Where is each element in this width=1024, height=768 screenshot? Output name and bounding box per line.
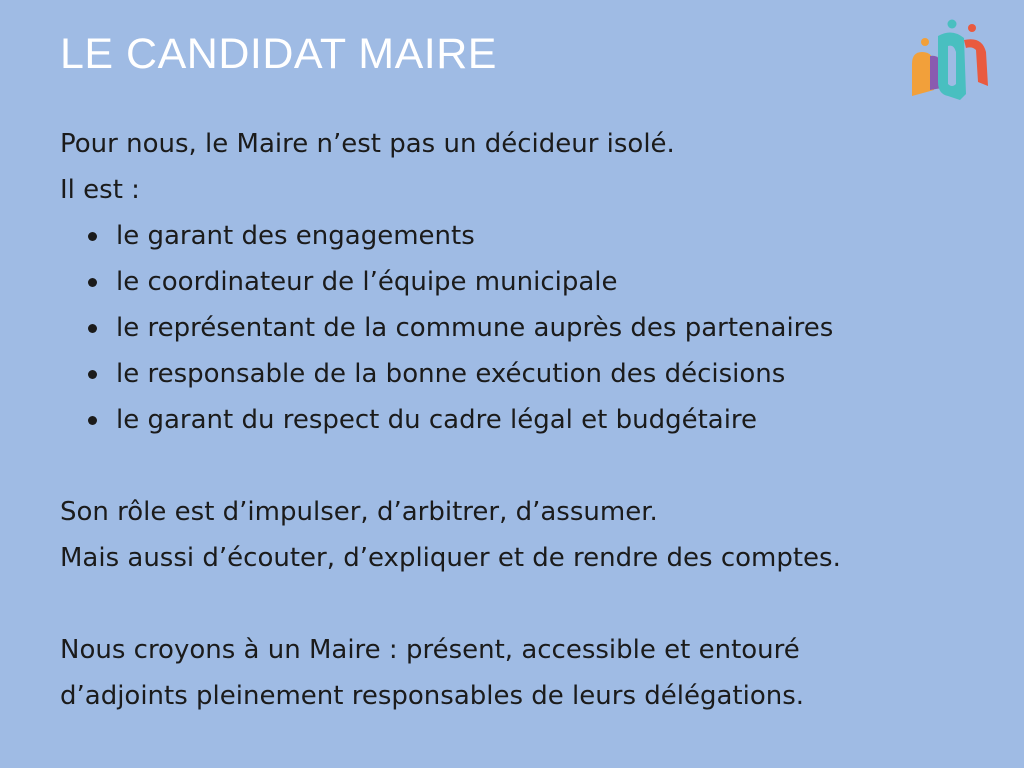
paragraph-spacer — [60, 443, 1000, 489]
closing-line: Nous croyons à un Maire : présent, accessible et entouré — [60, 635, 800, 665]
bullet-icon — [88, 232, 97, 241]
list-item — [60, 351, 1000, 397]
people-logo-icon — [908, 16, 992, 104]
bullet-icon — [88, 416, 97, 425]
page-title: LE CANDIDAT MAIRE — [60, 30, 497, 78]
role-bullet-list — [60, 213, 1000, 443]
list-item — [60, 305, 1000, 351]
bullet-icon — [88, 278, 97, 287]
list-item-text: le responsable de la bonne exécution des décisions — [116, 359, 786, 389]
role-line: Mais aussi d’écouter, d’expliquer et de rendre des comptes. — [60, 543, 841, 573]
slide-content — [60, 121, 1000, 719]
paragraph-spacer — [60, 581, 1000, 627]
list-item — [60, 259, 1000, 305]
list-item-text: le garant du respect du cadre légal et budgétaire — [116, 405, 758, 435]
list-item-text: le garant des engagements — [116, 221, 475, 251]
bullet-icon — [88, 370, 97, 379]
list-item — [60, 213, 1000, 259]
list-item-text: le représentant de la commune auprès des partenaires — [116, 313, 834, 343]
intro-line: Il est : — [60, 175, 140, 205]
role-line: Son rôle est d’impulser, d’arbitrer, d’assumer. — [60, 497, 658, 527]
intro-line: Pour nous, le Maire n’est pas un décideur isolé. — [60, 129, 675, 159]
closing-line: d’adjoints pleinement responsables de leurs délégations. — [60, 681, 805, 711]
list-item — [60, 397, 1000, 443]
list-item-text: le coordinateur de l’équipe municipale — [116, 267, 618, 297]
bullet-icon — [88, 324, 97, 333]
